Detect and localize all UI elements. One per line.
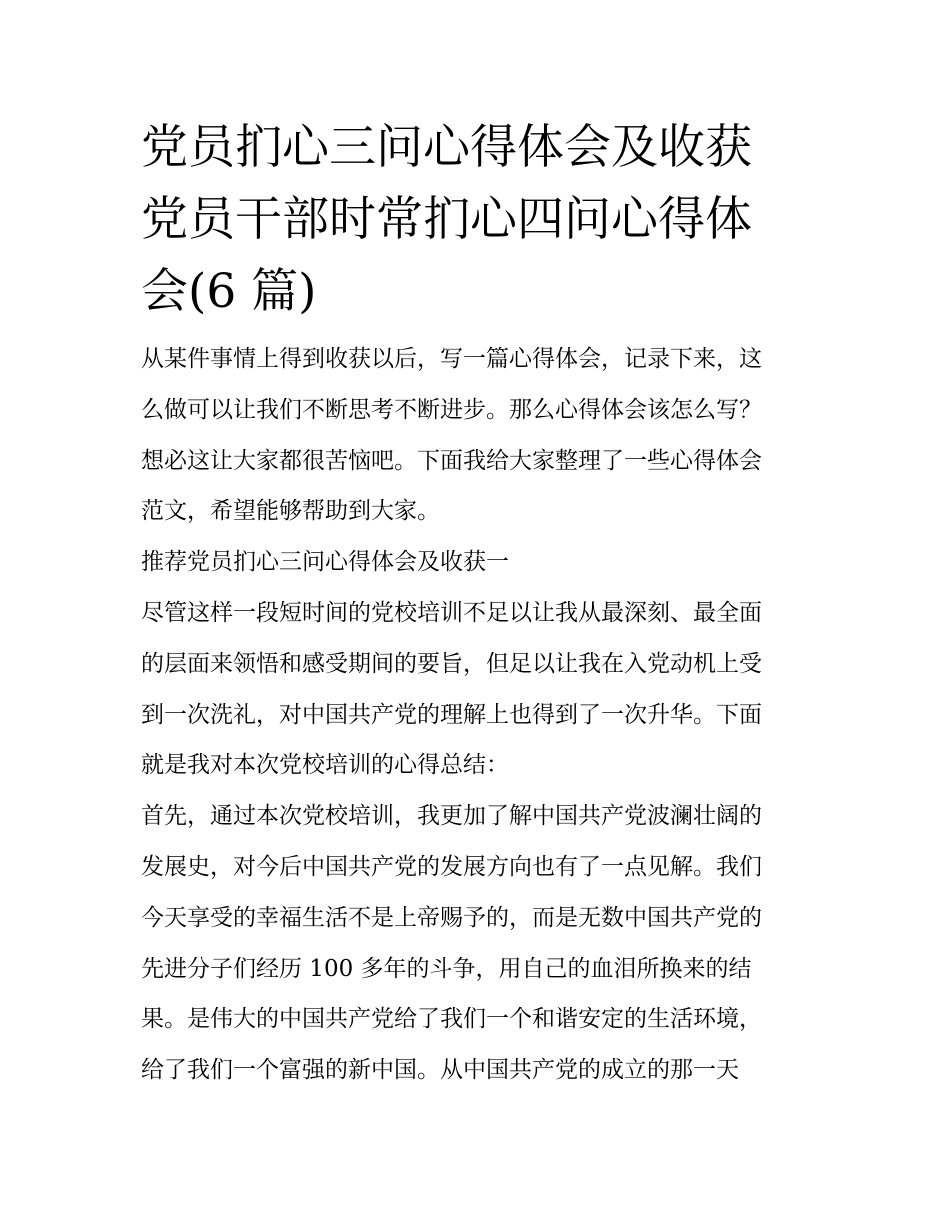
para2-line-4: 先进分子们经历 100 多年的斗争，用自己的血泪所换来的结	[141, 955, 752, 982]
body-paragraph-2	[141, 791, 813, 1096]
title-line-3: 会(6 篇)	[141, 264, 317, 319]
document-title	[141, 112, 813, 328]
para1-line-1: 尽管这样一段短时间的党校培训不足以让我从最深刻、最全面	[141, 599, 762, 626]
para1-line-3: 到一次洗礼，对中国共产党的理解上也得到了一次升华。下面	[141, 701, 762, 728]
intro-line-1: 从某件事情上得到收获以后，写一篇心得体会，记录下来，这	[141, 346, 762, 372]
title-line-2: 党员干部时常扪心四问心得体	[141, 192, 752, 247]
para2-line-6: 给了我们一个富强的新中国。从中国共产党的成立的那一天	[141, 1057, 739, 1084]
intro-line-4: 范文，希望能够帮助到大家。	[141, 498, 440, 525]
body-paragraph-1	[141, 588, 813, 791]
intro-line-2: 么做可以让我们不断思考不断进步。那么心得体会该怎么写？	[141, 396, 762, 423]
title-line-1: 党员扪心三问心得体会及收获	[141, 120, 752, 175]
para2-line-1: 首先，通过本次党校培训，我更加了解中国共产党波澜壮阔的	[141, 803, 762, 830]
intro-line-3: 想必这让大家都很苦恼吧。下面我给大家整理了一些心得体会	[141, 447, 762, 474]
section-heading	[141, 537, 813, 588]
intro-paragraph	[141, 334, 813, 537]
section-heading-text: 推荐党员扪心三问心得体会及收获一	[141, 549, 509, 576]
para1-line-2: 的层面来领悟和感受期间的要旨，但足以让我在入党动机上受	[141, 650, 762, 677]
document-page	[141, 112, 813, 1096]
para1-line-4: 就是我对本次党校培训的心得总结：	[141, 752, 509, 779]
para2-line-3: 今天享受的幸福生活不是上帝赐予的，而是无数中国共产党的	[141, 904, 762, 931]
para2-line-5: 果。是伟大的中国共产党给了我们一个和谐安定的生活环境，	[141, 1006, 762, 1033]
para2-line-2: 发展史，对今后中国共产党的发展方向也有了一点见解。我们	[141, 853, 762, 880]
